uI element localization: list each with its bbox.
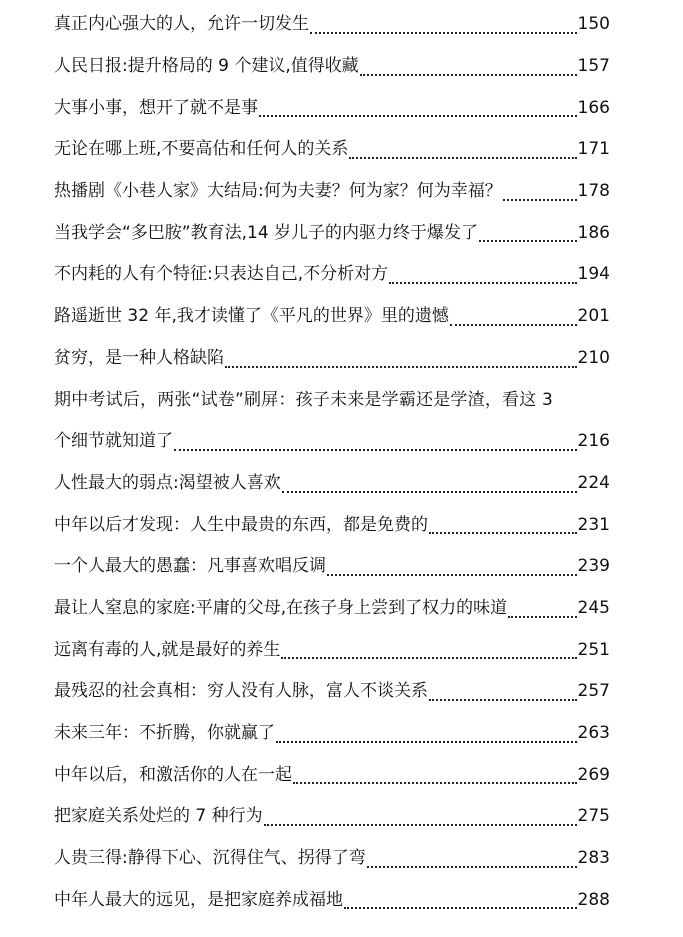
toc-entry-page: 269	[577, 764, 610, 785]
toc-entry[interactable]	[54, 588, 610, 630]
toc-entry-page: 263	[577, 723, 610, 744]
dot-leader	[344, 879, 577, 921]
toc-entry[interactable]	[54, 254, 610, 296]
toc-entry-first-line[interactable]	[54, 379, 610, 421]
toc-entry[interactable]	[54, 338, 610, 380]
dot-leader	[503, 171, 577, 213]
toc-entry-page: 166	[577, 97, 610, 118]
dot-leader	[276, 713, 577, 755]
toc-entry-page: 171	[577, 139, 610, 160]
toc-entry[interactable]	[54, 713, 610, 755]
toc-entry-page: 210	[577, 347, 610, 368]
toc-entry-page: 186	[577, 222, 610, 243]
toc-entry[interactable]	[54, 4, 610, 46]
toc-entry[interactable]	[54, 212, 610, 254]
toc-entry-title: 中年以后，和激活你的人在一起	[54, 764, 292, 785]
toc-entry[interactable]	[54, 546, 610, 588]
toc-entry-title: 未来三年：不折腾，你就赢了	[54, 723, 275, 744]
dot-leader	[281, 629, 576, 671]
toc-entry-title: 期中考试后，两张“试卷”刷屏：孩子未来是学霸还是学渣，看这 3	[54, 389, 554, 410]
dot-leader	[293, 754, 577, 796]
toc-entry-title: 当我学会“多巴胺”教育法,14 岁儿子的内驱力终于爆发了	[54, 222, 479, 243]
toc-entry-title: 人民日报:提升格局的 9 个建议,值得收藏	[54, 56, 359, 77]
toc-entry-title: 人性最大的弱点:渴望被人喜欢	[54, 472, 281, 493]
toc-entry-page: 178	[577, 181, 610, 202]
toc-entry-title: 大事小事，想开了就不是事	[54, 97, 258, 118]
toc-entry[interactable]	[54, 87, 610, 129]
toc-entry-continuation[interactable]	[54, 421, 610, 463]
dot-leader	[282, 463, 577, 505]
dot-leader	[259, 87, 577, 129]
toc-entry[interactable]	[54, 754, 610, 796]
dot-leader	[429, 504, 577, 546]
toc-entry-page: 224	[577, 472, 610, 493]
toc-entry[interactable]	[54, 796, 610, 838]
toc-entry-page: 194	[577, 264, 610, 285]
toc-entry[interactable]	[54, 879, 610, 921]
toc-entry-title: 个细节就知道了	[54, 431, 173, 452]
dot-leader	[225, 338, 577, 380]
dot-leader	[389, 254, 576, 296]
toc-entry-page: 150	[577, 14, 610, 35]
toc-entry-page: 288	[577, 889, 610, 910]
dot-leader	[310, 4, 577, 46]
dot-leader	[360, 46, 577, 88]
dot-leader	[450, 296, 577, 338]
dot-leader	[429, 671, 577, 713]
toc-entry-page: 239	[577, 556, 610, 577]
toc-entry[interactable]	[54, 129, 610, 171]
toc-entry-title: 一个人最大的愚蠢：凡事喜欢唱反调	[54, 556, 326, 577]
toc-entry-page: 283	[577, 848, 610, 869]
toc-entry-page: 257	[577, 681, 610, 702]
toc-entry-title: 最让人窒息的家庭:平庸的父母,在孩子身上尝到了权力的味道	[54, 597, 508, 618]
toc-entry[interactable]	[54, 629, 610, 671]
toc-entry-title: 贫穷，是一种人格缺陷	[54, 347, 224, 368]
toc-entry-page: 251	[577, 639, 610, 660]
toc-entry[interactable]	[54, 296, 610, 338]
toc-entry-title: 不内耗的人有个特征:只表达自己,不分析对方	[54, 264, 389, 285]
toc-entry-page: 157	[577, 56, 610, 77]
toc-entry-page: 201	[577, 306, 610, 327]
toc-entry-page: 216	[577, 431, 610, 452]
toc-entry-title: 中年以后才发现：人生中最贵的东西，都是免费的	[54, 514, 428, 535]
dot-leader	[174, 421, 577, 463]
dot-leader	[264, 796, 577, 838]
toc-entry[interactable]	[54, 171, 610, 213]
toc-entry-title: 人贵三得:静得下心、沉得住气、拐得了弯	[54, 848, 366, 869]
dot-leader	[349, 129, 576, 171]
toc-entry-title: 最残忍的社会真相：穷人没有人脉，富人不谈关系	[54, 681, 428, 702]
toc-entry-page: 231	[577, 514, 610, 535]
dot-leader	[367, 838, 577, 880]
table-of-contents	[54, 4, 610, 921]
toc-entry-title: 路遥逝世 32 年,我才读懂了《平凡的世界》里的遗憾	[54, 306, 449, 327]
toc-entry[interactable]	[54, 671, 610, 713]
toc-entry[interactable]	[54, 463, 610, 505]
toc-entry-page: 245	[577, 597, 610, 618]
toc-entry-title: 热播剧《小巷人家》大结局:何为夫妻？何为家？何为幸福？	[54, 181, 502, 202]
toc-entry-title: 无论在哪上班,不要高估和任何人的关系	[54, 139, 349, 160]
dot-leader	[327, 546, 577, 588]
dot-leader	[479, 212, 576, 254]
toc-entry-title: 把家庭关系处烂的 7 种行为	[54, 806, 263, 827]
toc-entry[interactable]	[54, 504, 610, 546]
toc-entry-page: 275	[577, 806, 610, 827]
dot-leader	[508, 588, 576, 630]
toc-entry[interactable]	[54, 46, 610, 88]
toc-entry-title: 真正内心强大的人，允许一切发生	[54, 14, 309, 35]
toc-entry[interactable]	[54, 838, 610, 880]
toc-entry-title: 中年人最大的远见，是把家庭养成福地	[54, 889, 343, 910]
toc-entry-title: 远离有毒的人,就是最好的养生	[54, 639, 281, 660]
